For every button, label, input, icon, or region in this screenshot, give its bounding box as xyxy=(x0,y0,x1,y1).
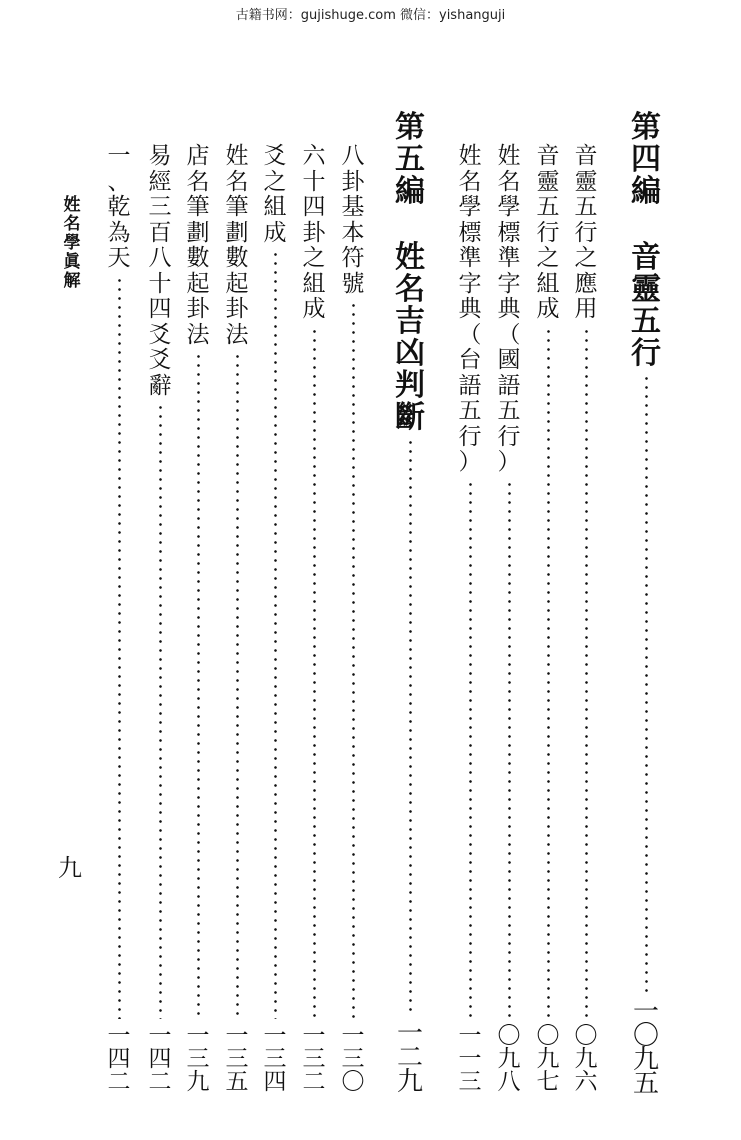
dot-leader xyxy=(118,276,121,1020)
dot-leader xyxy=(469,480,472,1020)
toc-page-number: 一 三 二 xyxy=(302,1023,326,1095)
toc-entry xyxy=(571,144,601,1094)
toc-chapter xyxy=(628,110,664,1099)
toc-entry xyxy=(222,144,252,1094)
dot-leader xyxy=(274,250,277,1019)
toc-title: 易 經 三 百 八 十 四 爻 爻 辭 xyxy=(148,143,172,399)
toc-page-number: 〇 九 八 xyxy=(497,1023,521,1095)
toc-entry xyxy=(299,144,329,1094)
dot-leader xyxy=(352,301,355,1019)
toc-title: 姓 名 學 標 準 字 典 （ 台 語 五 行 ） xyxy=(458,143,482,475)
watermark-text: 古籍书网：gujishuge.com 微信：yishanguji xyxy=(235,8,506,23)
toc-page-number: 一 四 二 xyxy=(148,1023,172,1095)
dot-leader xyxy=(159,403,162,1019)
toc-page-number: 一 三 四 xyxy=(263,1023,287,1095)
toc-chapter xyxy=(392,110,428,1097)
toc-entry xyxy=(533,144,563,1094)
toc-title: 姓 名 學 標 準 字 典 （ 國 語 五 行 ） xyxy=(497,143,521,475)
toc-title: 音 靈 五 行 之 應 用 xyxy=(574,143,598,322)
toc-page-number: 〇 九 七 xyxy=(536,1023,560,1095)
dot-leader xyxy=(313,327,316,1020)
toc-page-number: 一 三 九 xyxy=(186,1023,210,1095)
dot-leader xyxy=(547,327,550,1020)
dot-leader xyxy=(197,352,200,1019)
toc-title: 第 四 編 音 靈 五 行 xyxy=(631,110,661,371)
dot-leader xyxy=(585,327,588,1020)
toc-page-number: 一 四 二 xyxy=(107,1023,131,1095)
toc-entry xyxy=(338,144,368,1094)
toc-title: 店 名 筆 劃 數 起 卦 法 xyxy=(186,143,210,348)
toc-title: 八 卦 基 本 符 號 xyxy=(341,143,365,297)
page-number: 九 xyxy=(58,854,82,882)
toc-page-number: 一 〇 九 五 xyxy=(632,997,659,1099)
toc-page-number: 一 三 〇 xyxy=(341,1023,365,1095)
toc-title: 爻 之 組 成 xyxy=(263,143,287,246)
dot-leader xyxy=(409,438,412,1016)
dot-leader xyxy=(645,374,648,994)
toc-page-number: 〇 九 六 xyxy=(574,1023,598,1095)
toc-entry xyxy=(494,144,524,1094)
toc-title: 第 五 編 姓 名 吉 凶 判 斷 xyxy=(395,110,425,435)
toc-title: 音 靈 五 行 之 組 成 xyxy=(536,143,560,322)
dot-leader xyxy=(236,352,239,1019)
book-title: 姓 名 學 眞 解 xyxy=(63,195,81,291)
toc-entry xyxy=(145,144,175,1094)
toc-entry xyxy=(260,144,290,1094)
dot-leader xyxy=(508,480,511,1020)
toc-title: 姓 名 筆 劃 數 起 卦 法 xyxy=(225,143,249,348)
toc-page-number: 一 一 三 xyxy=(458,1023,482,1095)
toc-page-number: 一 二 九 xyxy=(396,1019,423,1097)
toc-entry xyxy=(104,144,134,1094)
toc-page-number: 一 三 五 xyxy=(225,1023,249,1095)
toc-title: 一 、 乾 為 天 xyxy=(107,143,131,271)
toc-entry xyxy=(455,144,485,1094)
toc-entry xyxy=(183,144,213,1094)
toc-title: 六 十 四 卦 之 組 成 xyxy=(302,143,326,322)
